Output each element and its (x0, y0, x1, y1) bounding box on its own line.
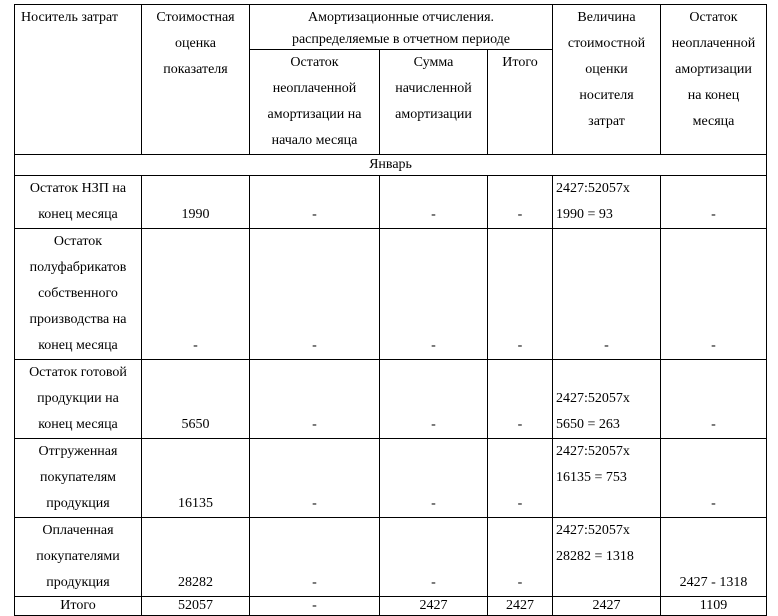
table-row (15, 439, 767, 518)
month-label: Январь (15, 155, 767, 176)
totals-rem-end: 1109 (661, 597, 767, 616)
row-rem-start: - (250, 518, 380, 597)
table-row (15, 229, 767, 360)
row-value: 1990 (142, 176, 250, 229)
row-accrued: - (380, 439, 488, 518)
row-name: Остаток готовой продукции на конец месяца (15, 360, 142, 439)
row-value: 5650 (142, 360, 250, 439)
totals-cost: 2427 (553, 597, 661, 616)
row-total: - (488, 439, 553, 518)
header-total: Итого (488, 50, 553, 155)
row-total: - (488, 360, 553, 439)
row-value: - (142, 229, 250, 360)
row-cost: 2427:52057x 16135 = 753 (553, 439, 661, 518)
row-cost: 2427:52057x 1990 = 93 (553, 176, 661, 229)
row-cost: 2427:52057x 5650 = 263 (553, 360, 661, 439)
row-name: Оплаченная покупателями продукция (15, 518, 142, 597)
header-cost-estimate: Стоимостная оценка показателя (142, 5, 250, 155)
totals-value: 52057 (142, 597, 250, 616)
totals-rem-start: - (250, 597, 380, 616)
row-rem-end: - (661, 176, 767, 229)
row-name: Отгруженная покупателям продукция (15, 439, 142, 518)
row-rem-end: - (661, 229, 767, 360)
row-total: - (488, 229, 553, 360)
row-value: 16135 (142, 439, 250, 518)
row-rem-start: - (250, 360, 380, 439)
header-unpaid-end: Остаток неоплаченной амортизации на конец месяца (661, 5, 767, 155)
row-accrued: - (380, 176, 488, 229)
table-row (15, 518, 767, 597)
header-accrued: Сумма начисленной амортизации (380, 50, 488, 155)
totals-accrued: 2427 (380, 597, 488, 616)
row-total: - (488, 518, 553, 597)
row-rem-end: - (661, 360, 767, 439)
row-rem-start: - (250, 439, 380, 518)
header-amortization-group: Амортизационные отчисления. распределяемые в отчетном периоде (250, 5, 553, 50)
month-row (15, 155, 767, 176)
row-cost: - (553, 229, 661, 360)
row-accrued: - (380, 229, 488, 360)
header-unpaid-start: Остаток неоплаченной амортизации на начало месяца (250, 50, 380, 155)
row-value: 28282 (142, 518, 250, 597)
row-cost: 2427:52057x 28282 = 1318 (553, 518, 661, 597)
header-row-1 (15, 5, 767, 50)
row-name: Остаток полуфабрикатов собственного производства на конец месяца (15, 229, 142, 360)
table-row (15, 176, 767, 229)
row-accrued: - (380, 518, 488, 597)
table-row (15, 360, 767, 439)
row-rem-start: - (250, 176, 380, 229)
row-rem-end: 2427 - 1318 (661, 518, 767, 597)
row-total: - (488, 176, 553, 229)
totals-row (15, 597, 767, 616)
row-name: Остаток НЗП на конец месяца (15, 176, 142, 229)
amortization-table (14, 4, 767, 616)
totals-total: 2427 (488, 597, 553, 616)
row-rem-end: - (661, 439, 767, 518)
row-accrued: - (380, 360, 488, 439)
header-carrier-value: Величина стоимостной оценки носителя затрат (553, 5, 661, 155)
totals-label: Итого (15, 597, 142, 616)
row-rem-start: - (250, 229, 380, 360)
header-cost-carrier: Носитель затрат (15, 5, 142, 155)
